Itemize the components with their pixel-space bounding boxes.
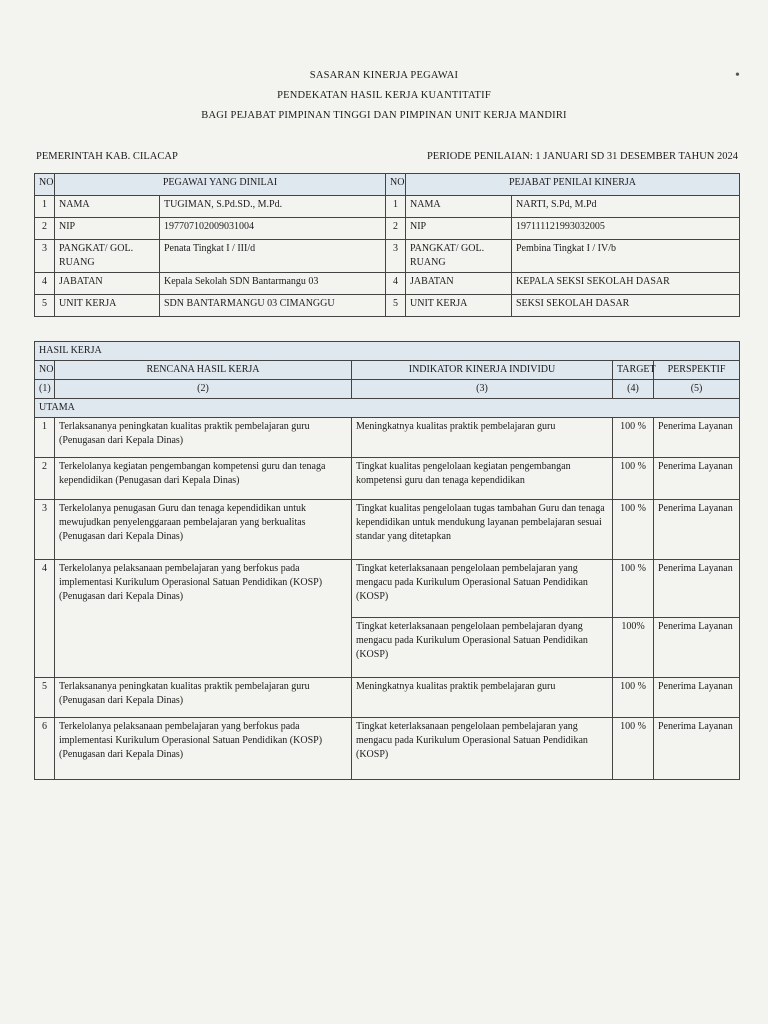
subheader-1: (1): [35, 380, 55, 399]
indikator-cell: Meningkatnya kualitas praktik pembelajaran guru: [352, 418, 613, 458]
field-label: JABATAN: [55, 273, 160, 295]
subheader-5: (5): [654, 380, 740, 399]
field-value: Penata Tingkat I / III/d: [160, 240, 386, 273]
field-label: PANGKAT/ GOL. RUANG: [406, 240, 512, 273]
field-label: NIP: [55, 218, 160, 240]
row-number: 2: [35, 458, 55, 500]
field-label: UNIT KERJA: [55, 295, 160, 317]
table-row: [35, 240, 740, 273]
header-pejabat-penilai: PEJABAT PENILAI KINERJA: [406, 174, 740, 196]
field-value: SDN BANTARMANGU 03 CIMANGGU: [160, 295, 386, 317]
field-label: JABATAN: [406, 273, 512, 295]
target-cell: 100 %: [613, 418, 654, 458]
row-number: 2: [35, 218, 55, 240]
field-value: TUGIMAN, S.Pd.SD., M.Pd.: [160, 196, 386, 218]
indikator-cell: Tingkat keterlaksanaan pengelolaan pembelajaran yang mengacu pada Kurikulum Operasional Satuan Pendidikan (KOSP): [352, 718, 613, 780]
row-number: 3: [35, 500, 55, 560]
table-row: [35, 218, 740, 240]
target-cell: 100 %: [613, 500, 654, 560]
field-value: 197707102009031004: [160, 218, 386, 240]
perspektif-cell: Penerima Layanan: [654, 418, 740, 458]
table-row: [35, 295, 740, 317]
field-value: NARTI, S.Pd, M.Pd: [512, 196, 740, 218]
table-row: [35, 678, 740, 718]
perspektif-cell: Penerima Layanan: [654, 560, 740, 618]
hasil-kerja-table: [34, 341, 740, 780]
indikator-cell: Tingkat kualitas pengelolaan tugas tambahan Guru dan tenaga kependidikan untuk mendukung layanan pembelajaran sesuai standar yang ditetapkan: [352, 500, 613, 560]
rencana-cell: Terkelolanya pelaksanaan pembelajaran yang berfokus pada implementasi Kurikulum Operasional Satuan Pendidikan (KOSP) (Penugasan dari Kepala Dinas): [55, 718, 352, 780]
target-cell: 100 %: [613, 718, 654, 780]
pemerintah-label: PEMERINTAH KAB. CILACAP: [36, 151, 178, 162]
target-cell: 100 %: [613, 678, 654, 718]
subheader-3: (3): [352, 380, 613, 399]
indikator-cell: Meningkatnya kualitas praktik pembelajaran guru: [352, 678, 613, 718]
field-value: SEKSI SEKOLAH DASAR: [512, 295, 740, 317]
header-no: NO: [35, 361, 55, 380]
perspektif-cell: Penerima Layanan: [654, 458, 740, 500]
indikator-cell: Tingkat keterlaksanaan pengelolaan pembelajaran yang mengacu pada Kurikulum Operasional Satuan Pendidikan (KOSP): [352, 560, 613, 618]
table-row: [35, 560, 740, 618]
field-label: NAMA: [55, 196, 160, 218]
table-row: [35, 718, 740, 780]
subheader-4: (4): [613, 380, 654, 399]
rencana-cell: Terlaksananya peningkatan kualitas praktik pembelajaran guru (Penugasan dari Kepala Dinas): [55, 678, 352, 718]
table-row: [35, 196, 740, 218]
row-number: 5: [386, 295, 406, 317]
header-rencana: RENCANA HASIL KERJA: [55, 361, 352, 380]
periode-label: PERIODE PENILAIAN: 1 JANUARI SD 31 DESEMBER TAHUN 2024: [426, 151, 738, 162]
scan-speck: •: [735, 68, 740, 83]
doc-title-line-3: BAGI PEJABAT PIMPINAN TINGGI DAN PIMPINAN UNIT KERJA MANDIRI: [201, 110, 567, 121]
rencana-cell: Terkelolanya kegiatan pengembangan kompetensi guru dan tenaga kependidikan (Penugasan dari Kepala Dinas): [55, 458, 352, 500]
field-value: Kepala Sekolah SDN Bantarmangu 03: [160, 273, 386, 295]
field-label: NIP: [406, 218, 512, 240]
row-number: 3: [386, 240, 406, 273]
row-number: 1: [386, 196, 406, 218]
indikator-cell: Tingkat keterlaksanaan pengelolaan pembelajaran dyang mengacu pada Kurikulum Operasional Satuan Pendidikan (KOSP): [352, 618, 613, 678]
header-perspektif: PERSPEKTIF: [654, 361, 740, 380]
rencana-cell: Terkelolanya penugasan Guru dan tenaga kependidikan untuk mewujudkan penyelenggaraan pembelajaran yang berkualitas (Penugasan dari Kepala Dinas): [55, 500, 352, 560]
header-indikator: INDIKATOR KINERJA INDIVIDU: [352, 361, 613, 380]
row-number: 3: [35, 240, 55, 273]
row-number: 4: [35, 560, 55, 678]
row-number: 4: [386, 273, 406, 295]
rencana-cell: Terlaksananya peningkatan kualitas praktik pembelajaran guru (Penugasan dari Kepala Dinas): [55, 418, 352, 458]
field-label: UNIT KERJA: [406, 295, 512, 317]
section-hasil-kerja: HASIL KERJA: [35, 342, 740, 361]
header-pegawai-dinilai: PEGAWAI YANG DINILAI: [55, 174, 386, 196]
doc-title-line-2: PENDEKATAN HASIL KERJA KUANTITATIF: [277, 90, 491, 101]
perspektif-cell: Penerima Layanan: [654, 718, 740, 780]
table-row: [35, 500, 740, 560]
table-row: [35, 273, 740, 295]
perspektif-cell: Penerima Layanan: [654, 500, 740, 560]
header-no-right: NO: [386, 174, 406, 196]
target-cell: 100 %: [613, 560, 654, 618]
row-number: 1: [35, 196, 55, 218]
subheader-2: (2): [55, 380, 352, 399]
header-target: TARGET: [613, 361, 654, 380]
header-no-left: NO: [35, 174, 55, 196]
row-number: 6: [35, 718, 55, 780]
target-cell: 100%: [613, 618, 654, 678]
field-label: PANGKAT/ GOL. RUANG: [55, 240, 160, 273]
rencana-cell: Terkelolanya pelaksanaan pembelajaran yang berfokus pada implementasi Kurikulum Operasional Satuan Pendidikan (KOSP) (Penugasan dari Kepala Dinas): [55, 560, 352, 678]
perspektif-cell: Penerima Layanan: [654, 618, 740, 678]
field-value: KEPALA SEKSI SEKOLAH DASAR: [512, 273, 740, 295]
field-value: Pembina Tingkat I / IV/b: [512, 240, 740, 273]
table-row: [35, 458, 740, 500]
pegawai-table: [34, 173, 740, 317]
section-utama: UTAMA: [35, 399, 740, 418]
doc-title-line-1: SASARAN KINERJA PEGAWAI: [309, 70, 459, 81]
field-value: 197111121993032005: [512, 218, 740, 240]
row-number: 2: [386, 218, 406, 240]
row-number: 4: [35, 273, 55, 295]
indikator-cell: Tingkat kualitas pengelolaan kegiatan pengembangan kompetensi guru dan tenaga kependidikan: [352, 458, 613, 500]
perspektif-cell: Penerima Layanan: [654, 678, 740, 718]
field-label: NAMA: [406, 196, 512, 218]
target-cell: 100 %: [613, 458, 654, 500]
table-row: [35, 418, 740, 458]
row-number: 5: [35, 678, 55, 718]
row-number: 1: [35, 418, 55, 458]
row-number: 5: [35, 295, 55, 317]
